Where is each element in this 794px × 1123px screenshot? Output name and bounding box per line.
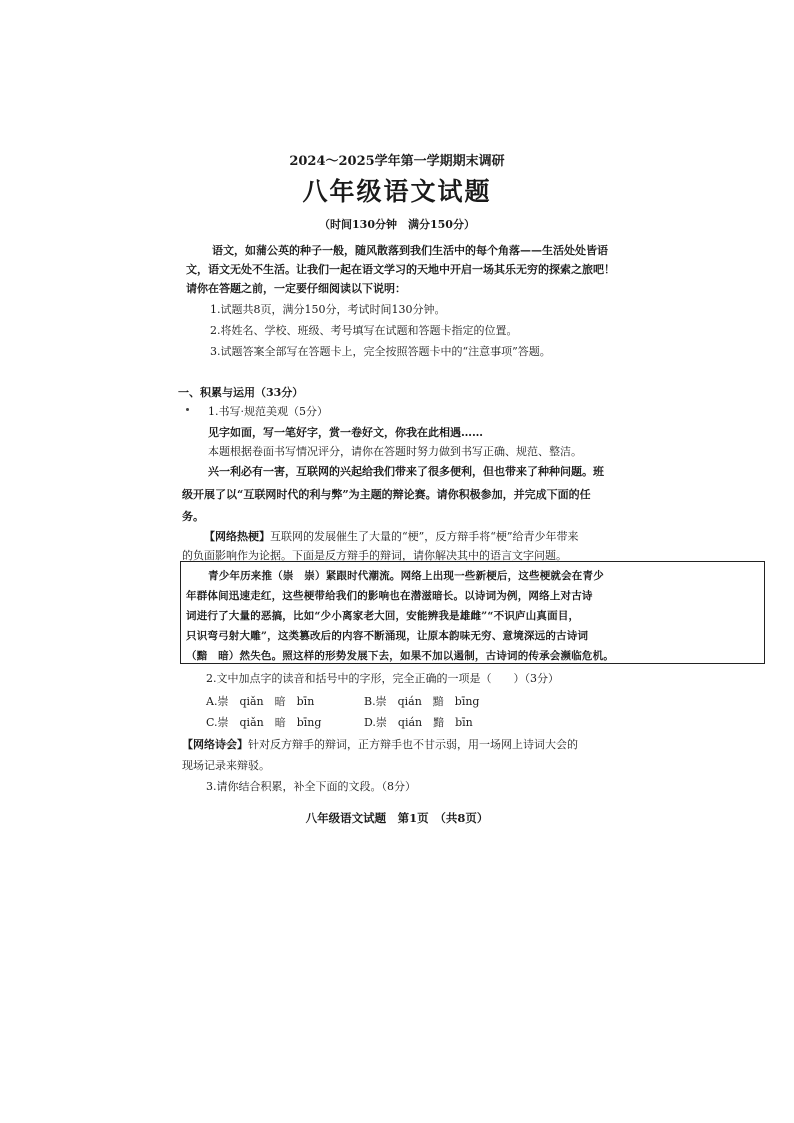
rule-1: 1.试题共8页，满分150分，考试时间130分钟。 [210, 303, 446, 316]
poem-line-1: 针对反方辩手的辩词，正方辩手也不甘示弱，用一场网上诗词大会的 [248, 738, 578, 751]
exam-time-info: （时间130分钟 满分150分） [319, 218, 475, 231]
section-heading: 一、积累与运用（33分） [178, 386, 304, 399]
q3-title: 3.请你结合积累，补全下面的文段。（8分） [206, 780, 416, 793]
q1-line-1: 见字如面，写一笔好字，赏一卷好文，你我在此相遇…… [208, 426, 483, 439]
q1-line-2: 本题根据卷面书写情况评分，请你在答题时努力做到书写正确、规范、整洁。 [208, 445, 582, 458]
box-line-1: 青少年历来推（崇 崇）紧跟时代潮流。网络上出现一些新梗后，这些梗就会在青少 [208, 570, 604, 582]
debate-line-2: 级开展了以“互联网时代的利与弊”为主题的辩论赛。请你积极参加，并完成下面的任 [182, 488, 591, 501]
poem-paragraph [182, 736, 578, 754]
box-line-3: 词进行了大量的恶搞，比如“少小离家老大回，安能辨我是雄雌”“不识庐山真面目， [186, 610, 580, 622]
meme-paragraph [204, 528, 579, 546]
scan-mark [186, 408, 189, 411]
exam-period: 2024～2025学年第一学期期末调研 [289, 154, 505, 169]
meme-line-2: 的负面影响作为论据。下面是反方辩手的辩词，请你解决其中的语言文字问题。 [182, 549, 567, 562]
q2-option-d: D.崇 qián 黯 bīn [364, 716, 473, 729]
box-line-2: 年群体间迅速走红，这些梗带给我们的影响也在潜滋暗长。以诗词为例，网络上对古诗 [186, 590, 593, 602]
q1-title: 1.书写·规范美观（5分） [208, 405, 328, 418]
meme-tag: 【网络热梗】 [204, 530, 270, 543]
q2-option-c: C.崇 qiǎn 暗 bīng [206, 716, 322, 729]
debate-line-1: 兴一利必有一害，互联网的兴起给我们带来了很多便利，但也带来了种种问题。班 [208, 465, 604, 478]
rule-2: 2.将姓名、学校、班级、考号填写在试题和答题卡指定的位置。 [210, 324, 518, 337]
intro-line-3: 请你在答题之前，一定要仔细阅读以下说明： [186, 282, 406, 295]
intro-line-1: 语文，如蒲公英的种子一般，随风散落到我们生活中的每个角落——生活处处皆语 [212, 244, 608, 257]
q2-option-a: A.崇 qiǎn 暗 bīn [206, 695, 315, 708]
page-footer: 八年级语文试题 第1页 （共8页） [305, 811, 489, 825]
poem-line-2: 现场记录来辩驳。 [182, 759, 270, 772]
debate-line-3: 务。 [182, 510, 204, 523]
intro-line-2: 文，语文无处不生活。让我们一起在语文学习的天地中开启一场其乐无穷的探索之旅吧！ [186, 263, 615, 276]
q2-title: 2.文中加点字的读音和括号中的字形，完全正确的一项是（ ）（3分） [206, 672, 559, 685]
box-line-4: 只识弯弓射大雕”，这类篡改后的内容不断涌现，让原本韵味无穷、意境深远的古诗词 [186, 630, 589, 642]
rule-3: 3.试题答案全部写在答题卡上，完全按照答题卡中的“注意事项”答题。 [210, 345, 551, 358]
exam-title: 八年级语文试题 [302, 177, 492, 206]
meme-line-1: 互联网的发展催生了大量的“梗”，反方辩手将“梗”给青少年带来 [270, 530, 579, 543]
q2-option-b: B.崇 qián 黯 bīng [364, 695, 480, 708]
box-line-5: （黯 暗）然失色。照这样的形势发展下去，如果不加以遏制，古诗词的传承会濒临危机。 [186, 650, 614, 662]
poem-tag: 【网络诗会】 [182, 738, 248, 751]
